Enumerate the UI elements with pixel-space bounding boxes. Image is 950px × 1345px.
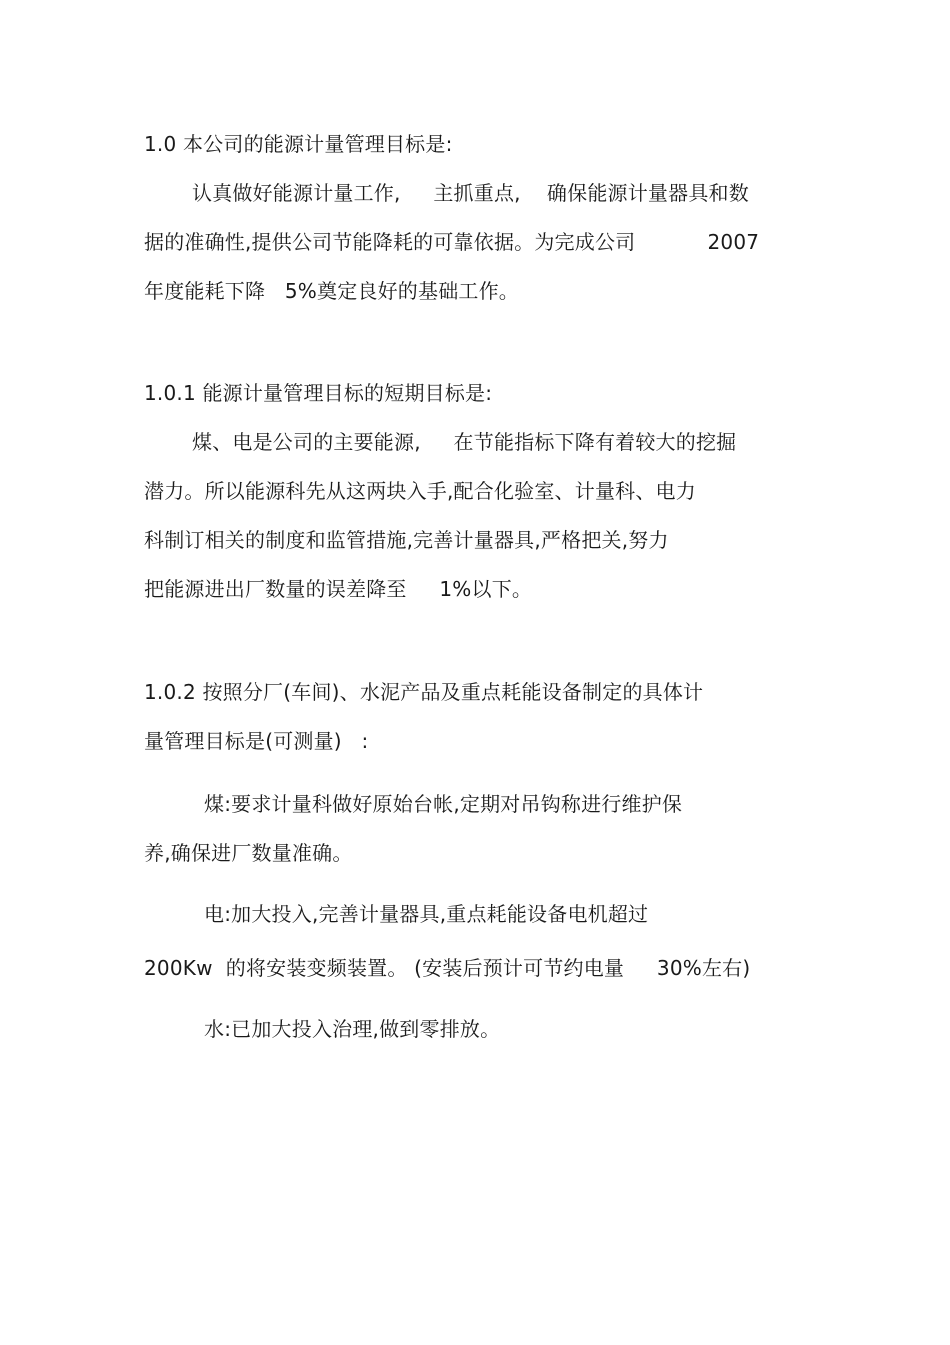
section-1-0-1-line-3: 科制订相关的制度和监管措施,完善计量器具,严格把关,努力 <box>144 528 669 552</box>
section-1-0-1-line-1: 煤、电是公司的主要能源, 在节能指标下降有着较大的挖掘 <box>192 430 737 454</box>
section-1-0-line-1: 认真做好能源计量工作, 主抓重点, 确保能源计量器具和数 <box>192 181 749 205</box>
coal-line-2: 养,确保进厂数量准确。 <box>144 841 353 865</box>
section-1-0-1-heading: 1.0.1 能源计量管理目标的短期目标是: <box>144 381 493 405</box>
section-1-0-2-heading-line-2: 量管理目标是(可测量) : <box>144 729 369 753</box>
electric-line-1: 电:加大投入,完善计量器具,重点耗能设备电机超过 <box>204 902 649 926</box>
section-1-0-2-heading-line-1: 1.0.2 按照分厂(车间)、水泥产品及重点耗能设备制定的具体计 <box>144 680 704 704</box>
electric-line-2: 200Kw 的将安装变频装置。 (安装后预计可节约电量 30%左右) <box>144 956 751 980</box>
water-line: 水:已加大投入治理,做到零排放。 <box>204 1017 501 1041</box>
coal-line-1: 煤:要求计量科做好原始台帐,定期对吊钩称进行维护保 <box>204 792 683 816</box>
section-1-0-1-line-4: 把能源进出厂数量的误差降至 1%以下。 <box>144 577 533 601</box>
section-1-0-line-3: 年度能耗下降 5%奠定良好的基础工作。 <box>144 279 520 303</box>
section-1-0-heading: 1.0 本公司的能源计量管理目标是: <box>144 132 453 156</box>
section-1-0-1-line-2: 潜力。所以能源科先从这两块入手,配合化验室、计量科、电力 <box>144 479 696 503</box>
section-1-0-line-2: 据的准确性,提供公司节能降耗的可靠依据。为完成公司 2007 <box>144 230 760 254</box>
